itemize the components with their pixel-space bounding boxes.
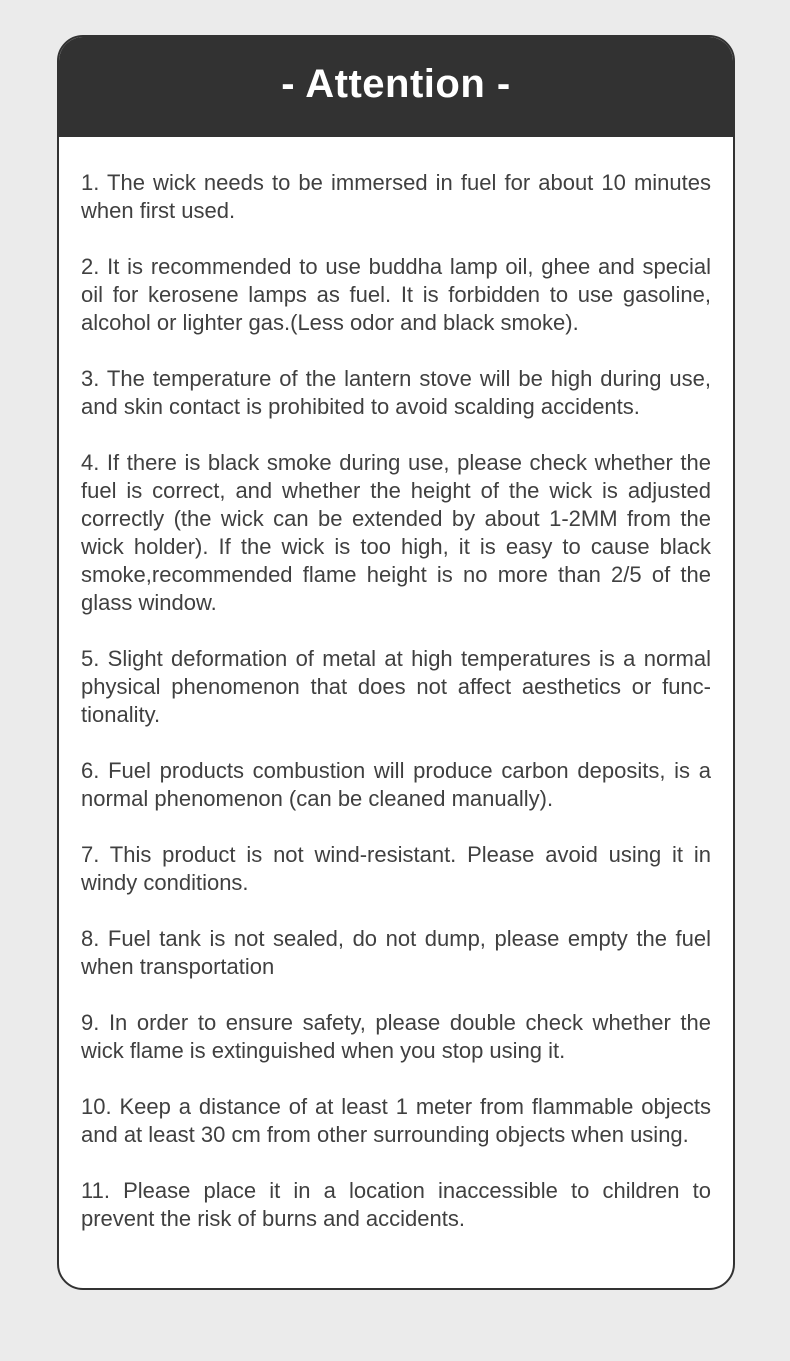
notice-item-11: 11. Please place it in a location inaccessible to children to prevent the risk of burns and accidents. [81,1178,711,1231]
notice-item-1: 1. The wick needs to be immersed in fuel for about 10 minutes when first used. [81,170,711,223]
notice-item-2: 2. It is recommended to use buddha lamp oil, ghee and special oil for kerosene lamps as fuel. It is forbidden to use gasoline, alcohol or lighter gas.(Less odor and black smoke). [81,254,711,335]
notice-item-8: 8. Fuel tank is not sealed, do not dump, please empty the fuel when transportation [81,926,711,979]
attention-body [59,137,733,1233]
notice-item-9: 9. In order to ensure safety, please double check whether the wick flame is extinguished when you stop using it. [81,1010,711,1063]
attention-card [57,35,735,1290]
notice-item-6: 6. Fuel products combustion will produce carbon deposits, is a normal phenomenon (can be cleaned manually). [81,758,711,811]
notice-item-10: 10. Keep a distance of at least 1 meter from flammable objects and at least 30 cm from other surrounding objects when using. [81,1094,711,1147]
notice-item-7: 7. This product is not wind-resistant. Please avoid using it in windy conditions. [81,842,711,895]
notice-item-3: 3. The temperature of the lantern stove will be high during use, and skin contact is prohibited to avoid scalding accidents. [81,366,711,419]
attention-title: - Attention - [281,61,511,106]
notice-item-5: 5. Slight deformation of metal at high temperatures is a normal physical phenomenon that does not affect aesthetics or func-tionality. [81,646,711,727]
attention-header [59,37,733,137]
notice-item-4: 4. If there is black smoke during use, please check whether the fuel is correct, and whether the height of the wick is adjusted correctly (the wick can be extended by about 1-2MM from the wick holder). If the wick is too high, it is easy to cause black smoke,recommended flame height is no more than 2/5 of the glass window. [81,450,711,615]
